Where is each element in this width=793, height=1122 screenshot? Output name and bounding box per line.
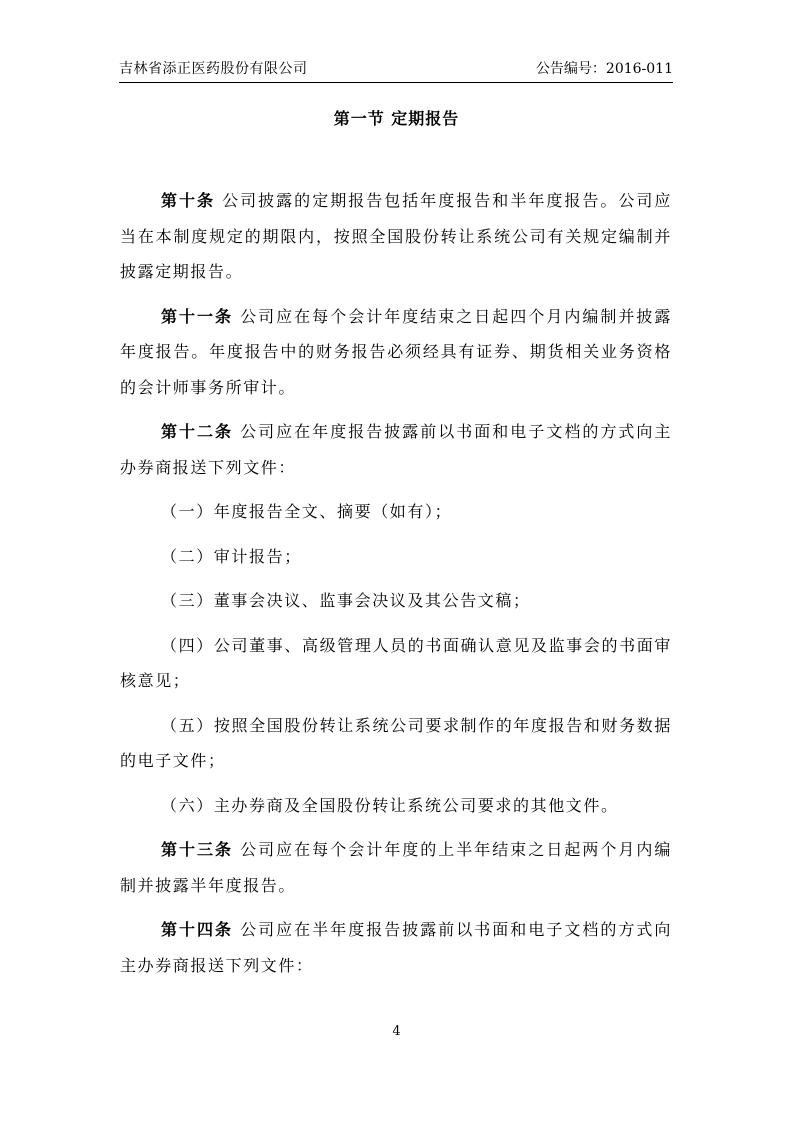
article-11 xyxy=(120,299,672,406)
section-title: 第一节 定期报告 xyxy=(333,109,460,128)
notice-number: 公告编号：2016-011 xyxy=(535,61,673,77)
article-text: 公司应在每个会计年度的上半年结束之日起两个月内编制并披露半年度报告。 xyxy=(120,840,672,895)
list-item: （一）年度报告全文、摘要（如有）； xyxy=(161,502,453,521)
article-text: 公司应在半年度报告披露前以书面和电子文档的方式向主办券商报送下列文件： xyxy=(120,920,672,975)
article-13 xyxy=(120,832,672,903)
article-12 xyxy=(120,414,672,485)
article-text: 公司披露的定期报告包括年度报告和半年度报告。公司应当在本制度规定的期限内，按照全国股份转让系统公司有关规定编制并披露定期报告。 xyxy=(120,191,673,281)
list-item: （六）主办券商及全国股份转让系统公司要求的其他文件。 xyxy=(161,795,619,815)
article-label: 第十四条 xyxy=(161,920,234,939)
page-number: 4 xyxy=(392,1024,401,1039)
list-item: （四）公司董事、高级管理人员的书面确认意见及监事会的书面审核意见； xyxy=(120,635,672,690)
article-label: 第十条 xyxy=(161,191,216,210)
article-label: 第十二条 xyxy=(161,422,234,441)
article-label: 第十一条 xyxy=(161,306,234,326)
article-10 xyxy=(120,183,672,290)
list-item: （二）审计报告； xyxy=(161,546,302,566)
article-label: 第十三条 xyxy=(161,840,234,859)
article-14 xyxy=(120,912,672,983)
list-item: （五）按照全国股份转让系统公司要求制作的年度报告和财务数据的电子文件； xyxy=(120,715,672,770)
page-header xyxy=(119,56,673,83)
list-item: （三）董事会决议、监事会决议及其公告文稿； xyxy=(161,591,531,610)
document-body xyxy=(120,183,672,983)
company-name: 吉林省添正医药股份有限公司 xyxy=(119,61,308,77)
article-text: 公司应在年度报告披露前以书面和电子文档的方式向主办券商报送下列文件： xyxy=(120,422,672,477)
article-text: 公司应在每个会计年度结束之日起四个月内编制并披露年度报告。年度报告中的财务报告必须经具有证券、期货相关业务资格的会计师事务所审计。 xyxy=(120,306,672,397)
